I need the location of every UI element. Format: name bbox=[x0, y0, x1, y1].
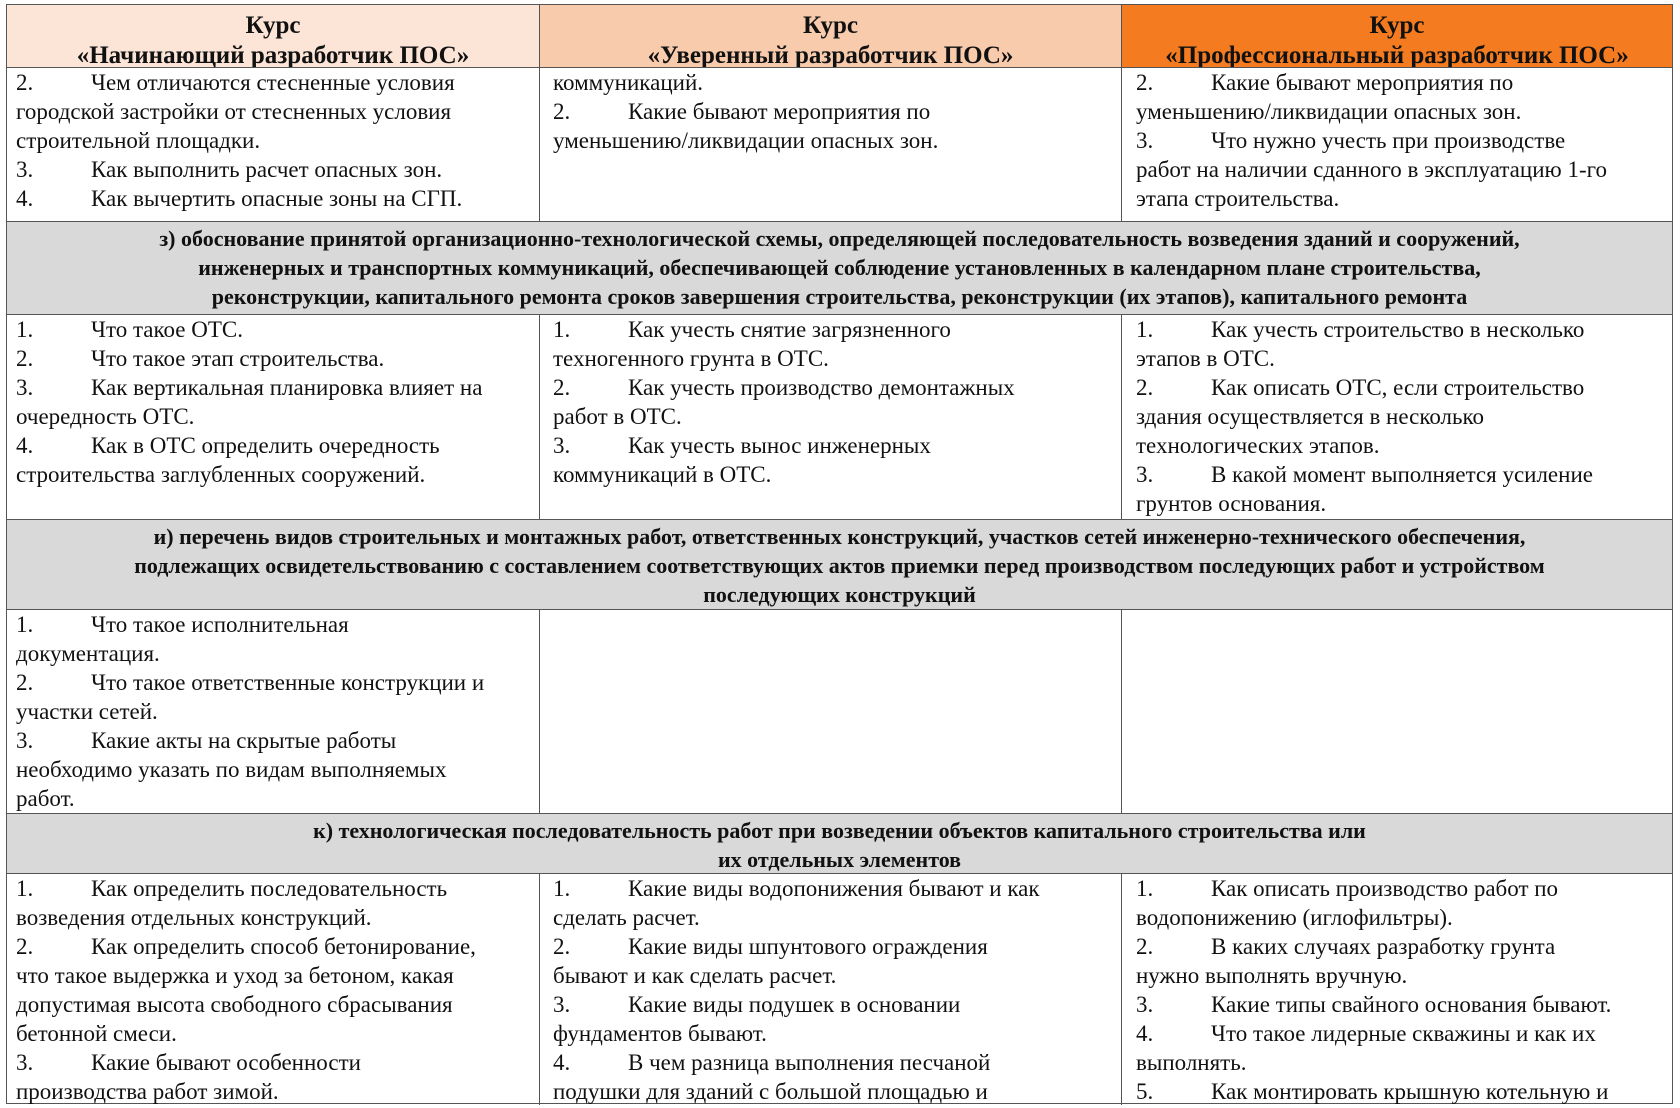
list-item bbox=[16, 697, 533, 726]
item-text: Какие бывают мероприятия по bbox=[1211, 70, 1514, 95]
item-text: Как монтировать крышную котельную и bbox=[1211, 1079, 1609, 1104]
block-3-row bbox=[7, 610, 1672, 814]
list-item bbox=[16, 373, 533, 402]
item-number: 4. bbox=[1136, 1021, 1154, 1046]
list-item bbox=[553, 431, 1115, 460]
item-text: Как выполнить расчет опасных зон. bbox=[91, 157, 443, 182]
item-text: фундаментов бывают. bbox=[553, 1021, 767, 1046]
list-item bbox=[16, 755, 533, 784]
list-item bbox=[16, 68, 533, 97]
list-item bbox=[16, 1077, 533, 1105]
item-number: 5. bbox=[1136, 1079, 1154, 1104]
item-text: допустимая высота свободного сбрасывания bbox=[16, 992, 453, 1017]
list-item bbox=[1136, 903, 1666, 932]
item-number: 2. bbox=[16, 346, 34, 371]
item-number: 3. bbox=[553, 992, 571, 1017]
list-item bbox=[553, 460, 1115, 489]
header-label: Курс bbox=[802, 12, 858, 39]
item-text: этапа строительства. bbox=[1136, 186, 1340, 211]
item-number: 3. bbox=[16, 375, 34, 400]
list-item bbox=[553, 1019, 1115, 1048]
list-item bbox=[1136, 155, 1666, 184]
list-item bbox=[1136, 489, 1666, 518]
block-1-row bbox=[7, 68, 1672, 222]
list-item bbox=[1136, 961, 1666, 990]
item-number: 1. bbox=[553, 317, 571, 342]
item-text: бетонной смеси. bbox=[16, 1021, 177, 1046]
item-text: Какие бывают особенности bbox=[91, 1050, 361, 1075]
item-text: строительной площадки. bbox=[16, 128, 261, 153]
item-text: Что такое лидерные скважины и как их bbox=[1211, 1021, 1596, 1046]
item-text: Как определить способ бетонирование, bbox=[91, 934, 476, 959]
block-1-beginner bbox=[7, 68, 540, 221]
item-number: 4. bbox=[16, 433, 34, 458]
item-number: 3. bbox=[16, 157, 34, 182]
item-text: работ на наличии сданного в эксплуатацию 1-го bbox=[1136, 157, 1607, 182]
section-line: и) перечень видов строительных и монтажных работ, ответственных конструкций, участков сетей инженерно-технического обеспечения, bbox=[153, 524, 1526, 549]
list-item bbox=[16, 610, 533, 639]
list-item bbox=[1136, 1019, 1666, 1048]
item-text: выполнять. bbox=[1136, 1050, 1247, 1075]
list-item bbox=[16, 932, 533, 961]
list-item bbox=[16, 639, 533, 668]
section-line: инженерных и транспортных коммуникаций, обеспечивающей соблюдение установленных в календарном плане строительства, bbox=[198, 255, 1481, 280]
item-number: 2. bbox=[16, 70, 34, 95]
item-text: очередность ОТС. bbox=[16, 404, 195, 429]
list-item bbox=[1136, 315, 1666, 344]
list-item bbox=[1136, 460, 1666, 489]
item-text: Какие бывают мероприятия по bbox=[628, 99, 931, 124]
list-item bbox=[16, 126, 533, 155]
item-text: строительства заглубленных сооружений. bbox=[16, 462, 426, 487]
item-text: Как учесть снятие загрязненного bbox=[628, 317, 951, 342]
item-text: участки сетей. bbox=[16, 699, 158, 724]
item-text: городской застройки от стесненных условия bbox=[16, 99, 452, 124]
item-text: коммуникаций. bbox=[553, 70, 704, 95]
item-text: Что нужно учесть при производстве bbox=[1211, 128, 1566, 153]
item-number: 2. bbox=[553, 375, 571, 400]
list-item bbox=[16, 668, 533, 697]
list-item bbox=[553, 1077, 1115, 1105]
item-text: Как учесть производство демонтажных bbox=[628, 375, 1015, 400]
item-text: бывают и как сделать расчет. bbox=[553, 963, 837, 988]
item-number: 3. bbox=[1136, 462, 1154, 487]
block-2-professional bbox=[1122, 315, 1672, 519]
list-item bbox=[16, 1048, 533, 1077]
item-text: работ. bbox=[16, 786, 75, 811]
list-item bbox=[553, 932, 1115, 961]
header-label: Курс bbox=[1369, 12, 1425, 39]
item-number: 3. bbox=[16, 1050, 34, 1075]
section-line: з) обоснование принятой организационно-технологической схемы, определяющей последовательность возведения зданий и сооружений, bbox=[159, 226, 1520, 251]
list-item bbox=[1136, 990, 1666, 1019]
list-item bbox=[553, 402, 1115, 431]
item-number: 1. bbox=[553, 876, 571, 901]
item-text: Что такое этап строительства. bbox=[91, 346, 385, 371]
item-text: Что такое исполнительная bbox=[91, 612, 349, 637]
list-item bbox=[553, 97, 1115, 126]
item-number: 3. bbox=[553, 433, 571, 458]
section-line: их отдельных элементов bbox=[717, 847, 962, 872]
section-k-heading bbox=[7, 814, 1672, 874]
item-number: 1. bbox=[16, 317, 34, 342]
list-item bbox=[1136, 97, 1666, 126]
item-text: Как описать производство работ по bbox=[1211, 876, 1559, 901]
list-item bbox=[553, 1048, 1115, 1077]
list-item bbox=[1136, 1048, 1666, 1077]
list-item bbox=[553, 126, 1115, 155]
block-3-confident bbox=[540, 610, 1122, 813]
block-2-confident bbox=[540, 315, 1122, 519]
section-line: последующих конструкций bbox=[703, 582, 976, 607]
list-item bbox=[1136, 126, 1666, 155]
item-text: необходимо указать по видам выполняемых bbox=[16, 757, 447, 782]
item-text: здания осуществляется в несколько bbox=[1136, 404, 1485, 429]
course-comparison-table bbox=[6, 4, 1673, 1104]
block-3-professional bbox=[1122, 610, 1672, 813]
list-item bbox=[553, 315, 1115, 344]
list-item bbox=[1136, 402, 1666, 431]
item-text: работ в ОТС. bbox=[553, 404, 682, 429]
list-item bbox=[1136, 874, 1666, 903]
list-item bbox=[1136, 68, 1666, 97]
section-line: реконструкции, капитального ремонта сроков завершения строительства, реконструкции (их этапов), капитального ремонта bbox=[211, 284, 1468, 309]
item-text: грунтов основания. bbox=[1136, 491, 1327, 516]
block-4-beginner bbox=[7, 874, 540, 1105]
header-course-name: «Профессиональный разработчик ПОС» bbox=[1165, 42, 1629, 67]
item-text: сделать расчет. bbox=[553, 905, 700, 930]
item-number: 2. bbox=[553, 99, 571, 124]
block-2-beginner bbox=[7, 315, 540, 519]
header-label: Курс bbox=[245, 12, 301, 39]
item-text: В какой момент выполняется усиление bbox=[1211, 462, 1593, 487]
list-item bbox=[553, 990, 1115, 1019]
item-text: этапов в ОТС. bbox=[1136, 346, 1275, 371]
item-text: Чем отличаются стесненные условия bbox=[91, 70, 455, 95]
header-course-beginner bbox=[7, 5, 540, 67]
item-text: Как описать ОТС, если строительство bbox=[1211, 375, 1585, 400]
list-item bbox=[1136, 344, 1666, 373]
item-number: 1. bbox=[1136, 317, 1154, 342]
item-number: 3. bbox=[16, 728, 34, 753]
list-item bbox=[1136, 184, 1666, 213]
list-item bbox=[16, 990, 533, 1019]
list-item bbox=[553, 903, 1115, 932]
header-course-name: «Начинающий разработчик ПОС» bbox=[76, 42, 470, 67]
item-number: 2. bbox=[16, 934, 34, 959]
section-z-heading bbox=[7, 222, 1672, 315]
list-item bbox=[16, 155, 533, 184]
list-item bbox=[16, 431, 533, 460]
item-number: 3. bbox=[1136, 128, 1154, 153]
list-item bbox=[16, 903, 533, 932]
section-i-heading bbox=[7, 520, 1672, 610]
item-text: водопонижению (иглофильтры). bbox=[1136, 905, 1453, 930]
block-1-professional bbox=[1122, 68, 1672, 221]
item-text: Какие акты на скрытые работы bbox=[91, 728, 397, 753]
block-2-row bbox=[7, 315, 1672, 520]
item-text: технологических этапов. bbox=[1136, 433, 1380, 458]
item-number: 3. bbox=[1136, 992, 1154, 1017]
item-text: Какие виды водопонижения бывают и как bbox=[628, 876, 1040, 901]
item-text: подушки для зданий с большой площадью и bbox=[553, 1079, 988, 1104]
item-text: что такое выдержка и уход за бетоном, какая bbox=[16, 963, 454, 988]
item-text: нужно выполнять вручную. bbox=[1136, 963, 1408, 988]
item-text: Какие виды подушек в основании bbox=[628, 992, 961, 1017]
list-item bbox=[16, 726, 533, 755]
item-text: Как определить последовательность bbox=[91, 876, 448, 901]
item-text: Как учесть вынос инженерных bbox=[628, 433, 931, 458]
item-text: Что такое ответственные конструкции и bbox=[91, 670, 485, 695]
item-number: 4. bbox=[553, 1050, 571, 1075]
list-item bbox=[1136, 431, 1666, 460]
item-text: В каких случаях разработку грунта bbox=[1211, 934, 1556, 959]
item-text: Какие типы свайного основания бывают. bbox=[1211, 992, 1612, 1017]
list-item bbox=[553, 68, 1115, 97]
item-number: 1. bbox=[16, 612, 34, 637]
block-4-row bbox=[7, 874, 1672, 1105]
list-item bbox=[16, 961, 533, 990]
list-item bbox=[1136, 373, 1666, 402]
list-item bbox=[553, 961, 1115, 990]
item-number: 2. bbox=[1136, 934, 1154, 959]
item-text: В чем разница выполнения песчаной bbox=[628, 1050, 991, 1075]
header-course-confident bbox=[540, 5, 1122, 67]
header-course-professional bbox=[1122, 5, 1672, 67]
item-number: 2. bbox=[553, 934, 571, 959]
item-number: 2. bbox=[1136, 70, 1154, 95]
item-number: 1. bbox=[1136, 876, 1154, 901]
item-text: Какие виды шпунтового ограждения bbox=[628, 934, 988, 959]
list-item bbox=[16, 784, 533, 813]
item-number: 4. bbox=[16, 186, 34, 211]
item-text: техногенного грунта в ОТС. bbox=[553, 346, 829, 371]
item-text: Что такое ОТС. bbox=[91, 317, 243, 342]
item-number: 2. bbox=[1136, 375, 1154, 400]
list-item bbox=[553, 874, 1115, 903]
list-item bbox=[553, 344, 1115, 373]
item-text: уменьшению/ликвидации опасных зон. bbox=[553, 128, 939, 153]
item-text: производства работ зимой. bbox=[16, 1079, 279, 1104]
list-item bbox=[16, 315, 533, 344]
list-item bbox=[16, 402, 533, 431]
item-text: Как учесть строительство в несколько bbox=[1211, 317, 1585, 342]
list-item bbox=[16, 97, 533, 126]
item-text: Как вычертить опасные зоны на СГП. bbox=[91, 186, 463, 211]
item-number: 2. bbox=[16, 670, 34, 695]
block-4-confident bbox=[540, 874, 1122, 1105]
item-number: 1. bbox=[16, 876, 34, 901]
header-course-name: «Уверенный разработчик ПОС» bbox=[647, 42, 1014, 67]
block-1-confident bbox=[540, 68, 1122, 221]
item-text: коммуникаций в ОТС. bbox=[553, 462, 772, 487]
section-line: подлежащих освидетельствованию с составлением соответствующих актов приемки перед производством последующих работ и устройством bbox=[134, 553, 1545, 578]
header-row bbox=[7, 5, 1672, 68]
section-line: к) технологическая последовательность работ при возведении объектов капитального строительства или bbox=[313, 818, 1366, 843]
item-text: документация. bbox=[16, 641, 160, 666]
list-item bbox=[16, 1019, 533, 1048]
block-4-professional bbox=[1122, 874, 1672, 1105]
list-item bbox=[553, 373, 1115, 402]
item-text: возведения отдельных конструкций. bbox=[16, 905, 372, 930]
item-text: Как вертикальная планировка влияет на bbox=[91, 375, 483, 400]
list-item bbox=[16, 460, 533, 489]
list-item bbox=[16, 184, 533, 213]
block-3-beginner bbox=[7, 610, 540, 813]
item-text: уменьшению/ликвидации опасных зон. bbox=[1136, 99, 1522, 124]
list-item bbox=[1136, 1077, 1666, 1105]
list-item bbox=[16, 344, 533, 373]
list-item bbox=[1136, 932, 1666, 961]
list-item bbox=[16, 874, 533, 903]
item-text: Как в ОТС определить очередность bbox=[91, 433, 440, 458]
